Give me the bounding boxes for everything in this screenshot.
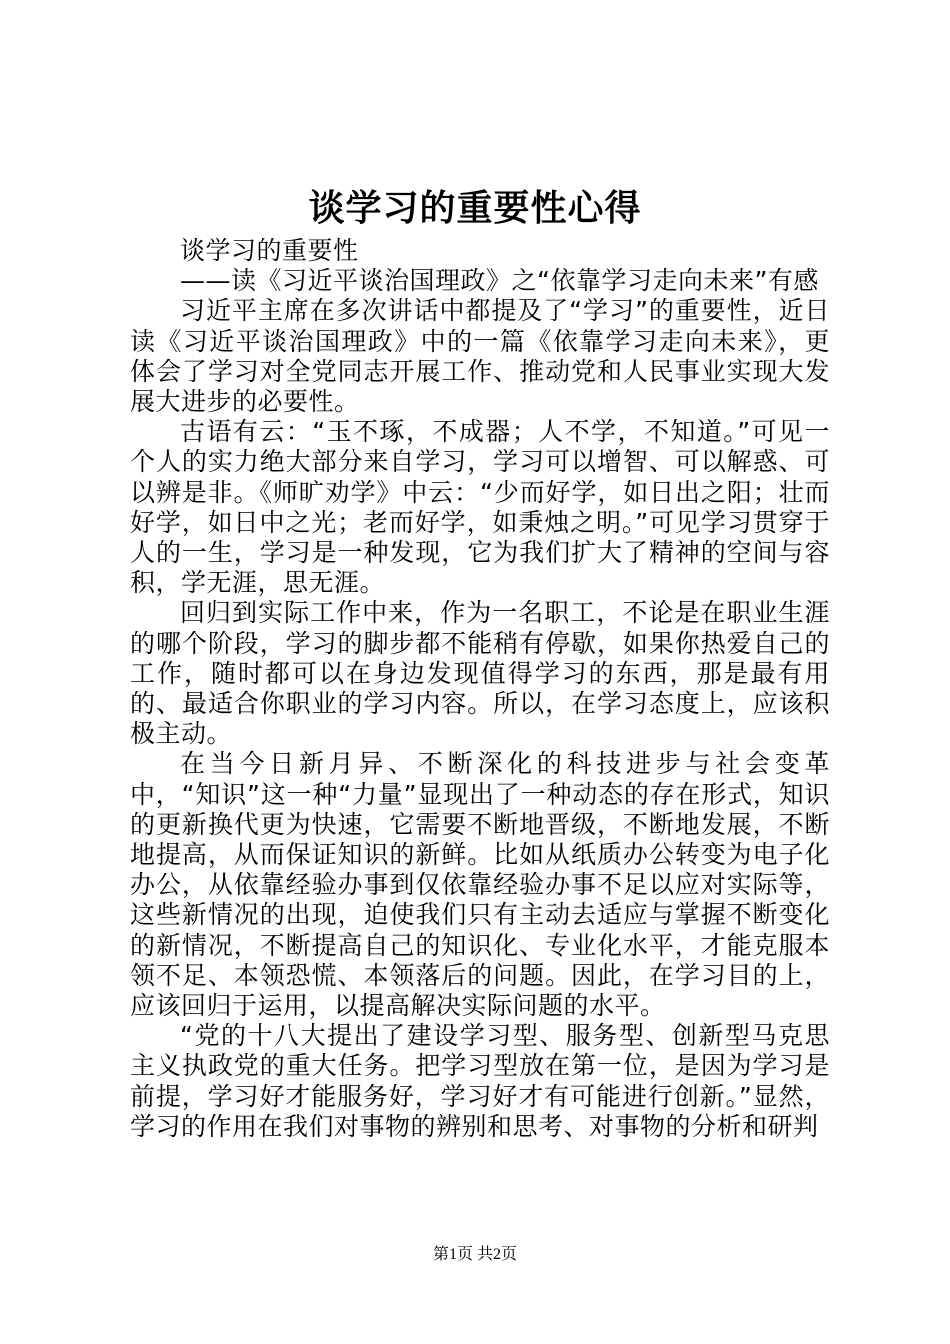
body-paragraph: “党的十八大提出了建设学习型、服务型、创新型马克思主义执政党的重大任务。把学习型放在第一位，是因为学习是前提，学习好才能服务好，学习好才有可能进行创新。”显然，学习的作用在我们对事物的辨别和思考、对事物的分析和研判	[130, 1021, 830, 1141]
page-footer: 第1页 共2页	[432, 1246, 517, 1263]
body-paragraph: 古语有云：“玉不琢，不成器；人不学，不知道。”可见一个人的实力绝大部分来自学习，学习可以增智、可以解惑、可以辨是非。《师旷劝学》中云：“少而好学，如日出之阳；壮而好学，如日中之光；老而好学，如秉烛之明。”可见学习贯穿于人的一生，学习是一种发现，它为我们扩大了精神的空间与容积，学无涯，思无涯。	[130, 417, 830, 598]
subtitle-source-paragraph: ——读《习近平谈治国理政》之“依靠学习走向未来”有感	[180, 266, 819, 296]
document-body	[130, 236, 830, 1142]
document-title: 谈学习的重要性心得	[308, 187, 642, 229]
body-paragraph: 在当今日新月异、不断深化的科技进步与社会变革中，“知识”这一种“力量”显现出了一种动态的存在形式，知识的更新换代更为快速，它需要不断地晋级，不断地发展，不断地提高，从而保证知识的新鲜。比如从纸质办公转变为电子化办公，从依靠经验办事到仅依靠经验办事不足以应对实际等，这些新情况的出现，迫使我们只有主动去适应与掌握不断变化的新情况，不断提高自己的知识化、专业化水平，才能克服本领不足、本领恐慌、本领落后的问题。因此，在学习目的上，应该回归于运用，以提高解决实际问题的水平。	[130, 749, 830, 1021]
body-paragraph: 回归到实际工作中来，作为一名职工，不论是在职业生涯的哪个阶段，学习的脚步都不能稍有停歇，如果你热爱自己的工作，随时都可以在身边发现值得学习的东西，那是最有用的、最适合你职业的学习内容。所以，在学习态度上，应该积极主动。	[130, 598, 830, 749]
body-paragraph: 习近平主席在多次讲话中都提及了“学习”的重要性，近日读《习近平谈治国理政》中的一篇《依靠学习走向未来》，更体会了学习对全党同志开展工作、推动党和人民事业实现大发展大进步的必要性。	[130, 296, 830, 417]
subtitle-paragraph: 谈学习的重要性	[180, 236, 359, 265]
